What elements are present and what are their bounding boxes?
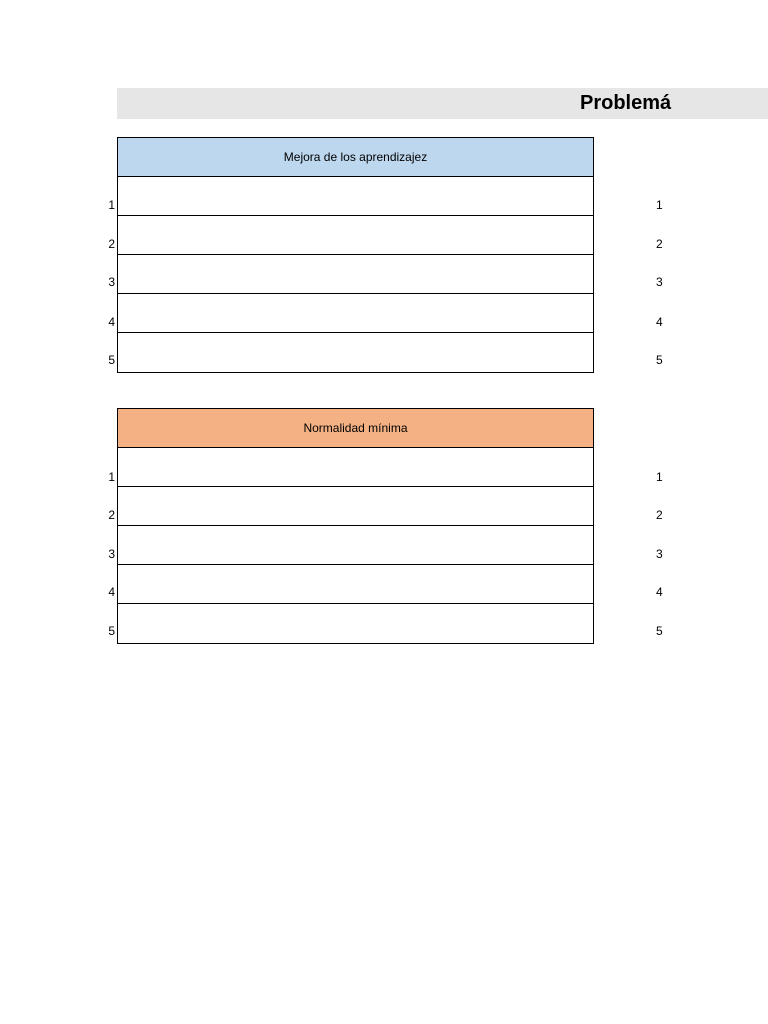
section-mejora-aprendizajes (117, 137, 594, 373)
table-row[interactable] (118, 255, 593, 294)
table-row[interactable] (118, 604, 593, 643)
row-number: 4 (656, 585, 663, 599)
row-number: 2 (656, 237, 663, 251)
table-row[interactable] (118, 294, 593, 333)
table-row[interactable] (118, 216, 593, 255)
table-row[interactable] (118, 487, 593, 526)
row-number: 5 (108, 624, 115, 638)
row-number: 4 (108, 315, 115, 329)
row-number: 3 (108, 275, 115, 289)
row-number: 4 (108, 585, 115, 599)
row-number: 3 (656, 547, 663, 561)
row-number: 4 (656, 315, 663, 329)
page-title: Problemá (580, 92, 672, 114)
section-header: Normalidad mínima (118, 409, 593, 448)
row-number: 5 (656, 624, 663, 638)
section-normalidad-minima (117, 408, 594, 644)
row-number: 1 (656, 198, 663, 212)
row-number: 1 (656, 470, 663, 484)
row-number: 2 (108, 508, 115, 522)
table-row[interactable] (118, 526, 593, 565)
section-header: Mejora de los aprendizajez (118, 138, 593, 177)
row-number: 2 (656, 508, 663, 522)
row-number: 3 (656, 275, 663, 289)
row-number: 1 (108, 470, 115, 484)
table-row[interactable] (118, 448, 593, 487)
row-number: 3 (108, 547, 115, 561)
table-row[interactable] (118, 333, 593, 372)
row-number: 2 (108, 237, 115, 251)
table-row[interactable] (118, 565, 593, 604)
row-number: 1 (108, 198, 115, 212)
row-number: 5 (108, 353, 115, 367)
row-number: 5 (656, 353, 663, 367)
table-row[interactable] (118, 177, 593, 216)
